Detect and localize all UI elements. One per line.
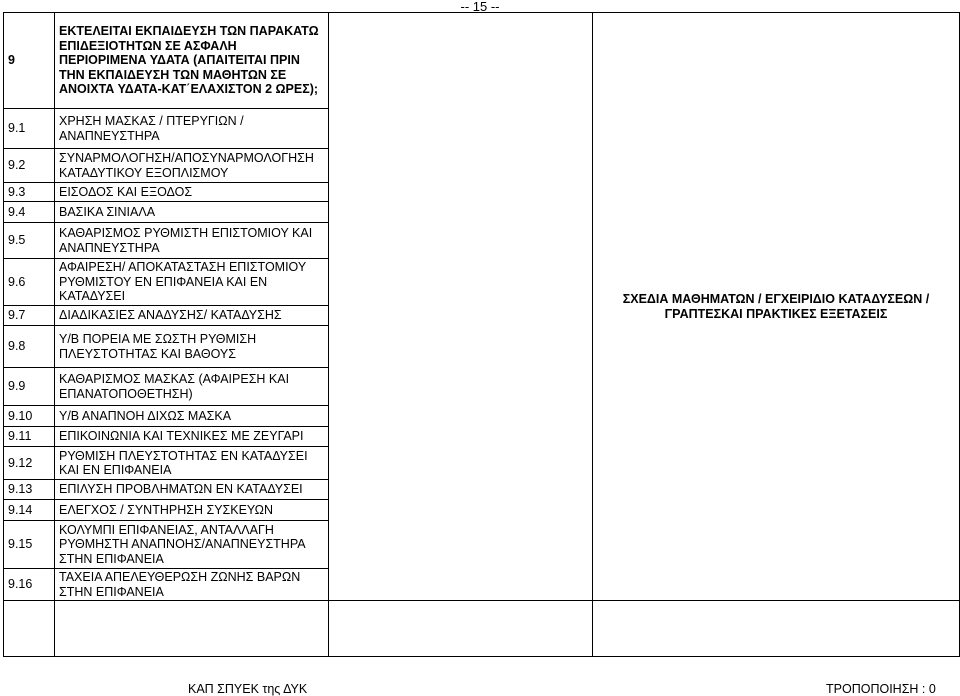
item-number: 9.12 <box>4 447 55 480</box>
item-number: 9.6 <box>4 259 55 306</box>
empty-cell <box>55 601 329 657</box>
item-title: ΕΚΤΕΛΕΙΤΑΙ ΕΚΠΑΙΔΕΥΣΗ ΤΩΝ ΠΑΡΑΚΑΤΩ ΕΠΙΔΕΞΙΟΤΗΤΩΝ ΣΕ ΑΣΦΑΛΗ ΠΕΡΙΟΡΙΜΕΝΑ ΥΔΑΤΑ (ΑΠΑΙΤΕΙΤΑΙ ΠΡΙΝ ΤΗΝ ΕΚΠΑΙΔΕΥΣΗ ΤΩΝ ΜΑΘΗΤΩΝ ΣΕ ΑΝΟΙΧΤΑ ΥΔΑΤΑ-ΚΑΤ΄ΕΛΑΧΙΣΤΟΝ 2 ΩΡΕΣ); <box>55 13 329 109</box>
item-number: 9.7 <box>4 306 55 326</box>
item-text: ΤΑΧΕΙΑ ΑΠΕΛΕΥΘΕΡΩΣΗ ΖΩΝΗΣ ΒΑΡΩΝ ΣΤΗΝ ΕΠΙΦΑΝΕΙΑ <box>55 569 329 601</box>
item-number: 9.10 <box>4 406 55 427</box>
syllabus-table <box>3 12 960 657</box>
item-text: ΚΟΛΥΜΠΙ ΕΠΙΦΑΝΕΙΑΣ, ΑΝΤΑΛΛΑΓΗ ΡΥΘΜΗΣΤΗ ΑΝΑΠΝΟΗΣ/ΑΝΑΠΝΕΥΣΤΗΡΑ ΣΤΗΝ ΕΠΙΦΑΝΕΙΑ <box>55 521 329 569</box>
empty-column <box>329 13 593 601</box>
schedule-column-header: ΣΧΕΔΙΑ ΜΑΘΗΜΑΤΩΝ / ΕΓΧΕΙΡΙΔΙΟ ΚΑΤΑΔΥΣΕΩΝ /ΓΡΑΠΤΕΣΚΑΙ ΠΡΑΚΤΙΚΕΣ ΕΞΕΤΑΣΕΙΣ <box>593 13 960 601</box>
item-number: 9.5 <box>4 223 55 259</box>
table-row-main <box>4 13 960 109</box>
item-number: 9.11 <box>4 427 55 447</box>
item-text: ΑΦΑΙΡΕΣΗ/ ΑΠΟΚΑΤΑΣΤΑΣΗ ΕΠΙΣΤΟΜΙΟΥ ΡΥΘΜΙΣΤΟΥ ΕΝ ΕΠΙΦΑΝΕΙΑ ΚΑΙ ΕΝ ΚΑΤΑΔΥΣΕΙ <box>55 259 329 306</box>
item-number: 9.15 <box>4 521 55 569</box>
item-text: ΕΠΙΚΟΙΝΩΝΙΑ ΚΑΙ ΤΕΧΝΙΚΕΣ ΜΕ ΖΕΥΓΑΡΙ <box>55 427 329 447</box>
empty-cell <box>4 601 55 657</box>
item-text: ΚΑΘΑΡΙΣΜΟΣ ΡΥΘΜΙΣΤΗ ΕΠΙΣΤΟΜΙΟΥ ΚΑΙ ΑΝΑΠΝΕΥΣΤΗΡΑ <box>55 223 329 259</box>
empty-cell <box>329 601 593 657</box>
item-text: Υ/Β ΑΝΑΠΝΟΗ ΔΙΧΩΣ ΜΑΣΚΑ <box>55 406 329 427</box>
item-text: ΚΑΘΑΡΙΣΜΟΣ ΜΑΣΚΑΣ (ΑΦΑΙΡΕΣΗ ΚΑΙ ΕΠΑΝΑΤΟΠΟΘΕΤΗΣΗ) <box>55 368 329 406</box>
item-number: 9.13 <box>4 480 55 500</box>
item-text: ΧΡΗΣΗ ΜΑΣΚΑΣ / ΠΤΕΡΥΓΙΩΝ / ΑΝΑΠΝΕΥΣΤΗΡΑ <box>55 109 329 149</box>
item-number: 9.4 <box>4 202 55 223</box>
page-number: -- 15 -- <box>460 0 500 14</box>
item-text: ΕΙΣΟΔΟΣ ΚΑΙ ΕΞΟΔΟΣ <box>55 183 329 202</box>
item-number: 9.9 <box>4 368 55 406</box>
item-number: 9.2 <box>4 149 55 183</box>
item-number: 9.3 <box>4 183 55 202</box>
item-number: 9.14 <box>4 500 55 521</box>
item-number: 9 <box>4 13 55 109</box>
item-number: 9.16 <box>4 569 55 601</box>
item-number: 9.8 <box>4 326 55 368</box>
empty-cell <box>593 601 960 657</box>
item-text: ΒΑΣΙΚΑ ΣΙΝΙΑΛΑ <box>55 202 329 223</box>
item-text: ΡΥΘΜΙΣΗ ΠΛΕΥΣΤΟΤΗΤΑΣ ΕΝ ΚΑΤΑΔΥΣΕΙ ΚΑΙ ΕΝ ΕΠΙΦΑΝΕΙΑ <box>55 447 329 480</box>
item-text: ΕΛΕΓΧΟΣ / ΣΥΝΤΗΡΗΣΗ ΣΥΣΚΕΥΩΝ <box>55 500 329 521</box>
item-text: ΔΙΑΔΙΚΑΣΙΕΣ ΑΝΑΔΥΣΗΣ/ ΚΑΤΑΔΥΣΗΣ <box>55 306 329 326</box>
item-number: 9.1 <box>4 109 55 149</box>
footer-left: ΚΑΠ ΣΠΥΕΚ της ΔΥΚ <box>188 682 308 696</box>
item-text: ΣΥΝΑΡΜΟΛΟΓΗΣΗ/ΑΠΟΣΥΝΑΡΜΟΛΟΓΗΣΗ ΚΑΤΑΔΥΤΙΚΟΥ ΕΞΟΠΛΙΣΜΟΥ <box>55 149 329 183</box>
footer-right: ΤΡΟΠΟΠΟΙΗΣΗ : 0 <box>826 682 936 696</box>
item-text: ΕΠΙΛΥΣΗ ΠΡΟΒΛΗΜΑΤΩΝ ΕΝ ΚΑΤΑΔΥΣΕΙ <box>55 480 329 500</box>
table-row-empty <box>4 601 960 657</box>
item-text: Υ/Β ΠΟΡΕΙΑ ΜΕ ΣΩΣΤΗ ΡΥΘΜΙΣΗ ΠΛΕΥΣΤΟΤΗΤΑΣ ΚΑΙ ΒΑΘΟΥΣ <box>55 326 329 368</box>
